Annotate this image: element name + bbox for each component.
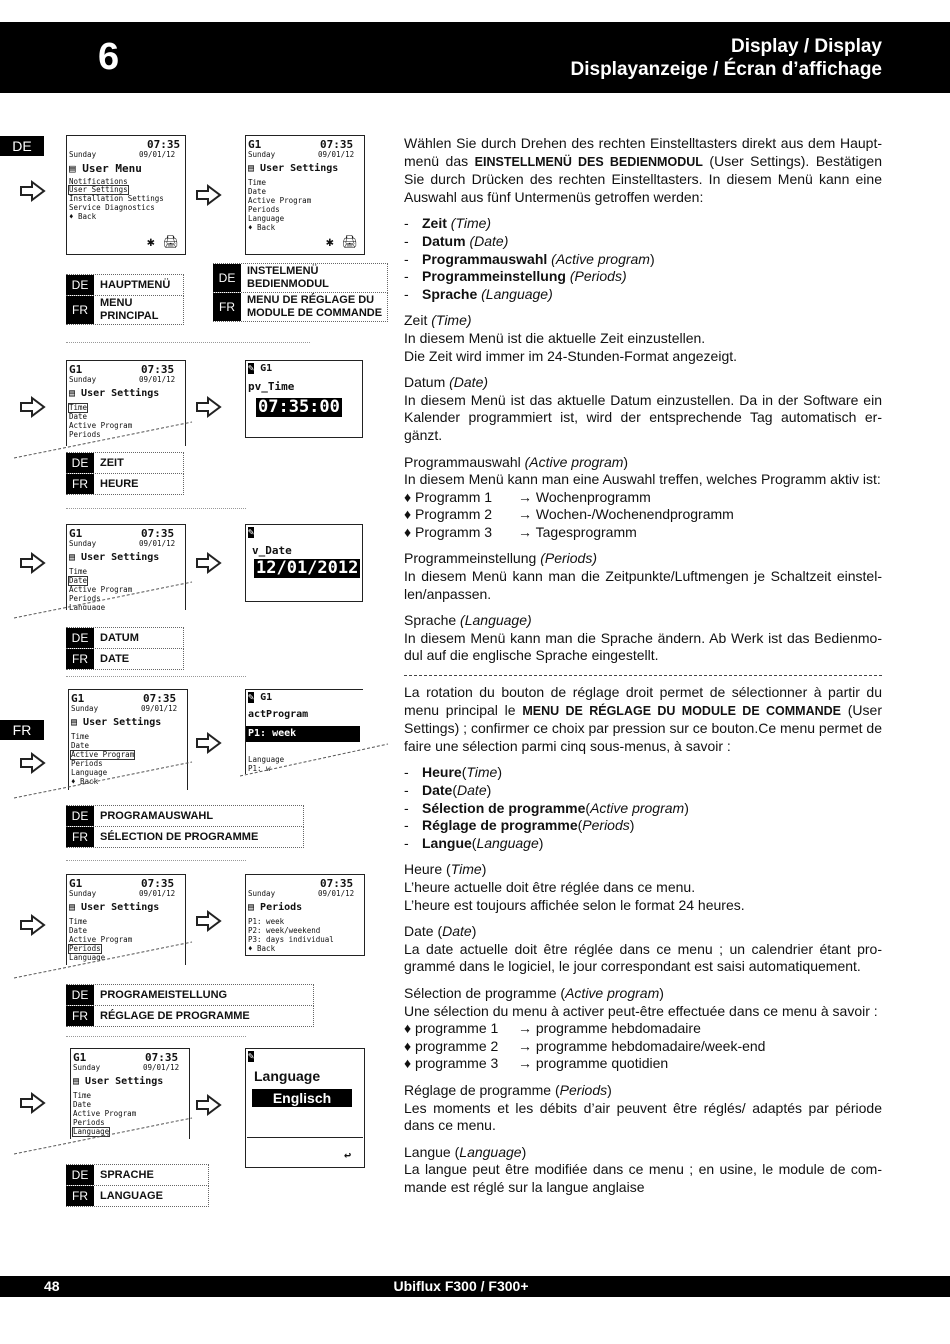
lcd-program-value: P1: week xyxy=(246,726,360,742)
label-code-fr: FR xyxy=(66,474,94,494)
arrow-right-icon xyxy=(196,1094,222,1116)
lcd-date: 09/01/12 xyxy=(143,1063,180,1072)
lcd-item: Time xyxy=(69,567,88,576)
de-intro: Wählen Sie durch Drehen des rechten Einstelltasters direkt aus dem Haupt-menü das EINSTELLMENÜ DES BEDIENMODUL (User Settings). Bestätigen Sie durch Drücken des rechten Einstelltasters. In diesem Menü kann eine Auswahl aus fünf Untermenüs getroffen werden: xyxy=(404,135,883,205)
edit-icon: ✎ xyxy=(248,527,255,538)
lcd-item: Time xyxy=(69,917,88,926)
lcd-item: Language xyxy=(69,603,106,610)
de-sprache-heading: Sprache (Language) xyxy=(404,612,532,629)
page-footer xyxy=(0,1276,950,1297)
de-datum-text: In diesem Menü ist das aktuelle Datum einzustellen. Da in der Software ein Kalender programmiert ist, wird der entsprechende Tag automatisch er-gänzt. xyxy=(404,391,882,443)
divider xyxy=(66,860,246,861)
lcd-item: Date xyxy=(71,741,90,750)
fr-date-heading: Date (Date) xyxy=(404,923,477,940)
lcd-day: Sunday xyxy=(69,150,97,159)
lcd-date: 09/01/12 xyxy=(318,150,355,159)
lcd-item: Periods xyxy=(71,759,103,768)
lcd-time: 07:35 xyxy=(320,138,354,151)
lcd-day: Sunday xyxy=(69,539,97,548)
lcd-date-edit xyxy=(245,524,363,602)
lcd-item: ♦ Back xyxy=(248,223,276,232)
lcd-day: Sunday xyxy=(69,375,97,384)
lcd-time: 07:35 xyxy=(141,877,175,890)
label-de: ZEIT xyxy=(100,456,124,469)
lcd-item: Time xyxy=(73,1091,92,1100)
arrow-right-icon xyxy=(196,732,222,754)
lcd-header: ✎ G1 xyxy=(248,363,273,374)
page-number: 48 xyxy=(44,1278,60,1294)
de-list-item: - Programmauswahl (Active program ) xyxy=(404,250,655,267)
lcd-item-selected: Periods xyxy=(69,944,101,953)
fr-list-item: - Langue ( Language ) xyxy=(404,834,544,851)
de-programmeinstellung-heading: Programmeinstellung (Periods) xyxy=(404,550,597,567)
lcd-item: Active Program xyxy=(73,1109,137,1118)
lcd-item: P3: days individual xyxy=(248,935,334,944)
lcd-field-name: v_Date xyxy=(252,544,292,557)
lcd-item: Time xyxy=(71,732,90,741)
lcd-time: 07:35 xyxy=(141,527,175,540)
lcd-item-selected: Active Program xyxy=(71,750,135,759)
lcd-group: G1 xyxy=(69,877,83,890)
fr-heure-heading: Heure (Time) xyxy=(404,861,487,878)
label-fr: MENU DE RÉGLAGE DU MODULE DE COMMANDE xyxy=(247,294,383,319)
tear-line xyxy=(240,740,390,780)
label-de: PROGRAMEISTELLUNG xyxy=(100,988,228,1001)
arrow-right-icon xyxy=(196,910,222,932)
lcd-item-selected: Language xyxy=(73,1127,110,1136)
fr-selection-text: Une sélection du menu à activer peut-être effectuée dans ce menu à savoir : xyxy=(404,1002,878,1019)
lcd-icons: ✱ 🖨 xyxy=(326,235,359,250)
fr-list-item: - Réglage de programme ( Periods ) xyxy=(404,817,635,834)
lcd-field-name: actProgram xyxy=(248,709,309,720)
chapter-number: 6 xyxy=(98,36,120,78)
lcd-day: Sunday xyxy=(248,150,276,159)
fr-heure-text: L’heure est toujours affichée selon le format 24 heures. xyxy=(404,896,745,913)
lcd-item: Date xyxy=(69,926,88,935)
lcd-item: Active Program xyxy=(69,421,133,430)
lcd-time: 07:35 xyxy=(145,1051,179,1064)
label-code-fr: FR xyxy=(213,293,241,321)
label-programmauswahl xyxy=(66,805,304,848)
footer-title: Ubiflux F300 / F300+ xyxy=(393,1278,529,1294)
label-code-fr: FR xyxy=(66,1186,94,1206)
arrow-right-icon xyxy=(196,396,222,418)
header-title-line2: Displayanzeige / Écran d’affichage xyxy=(570,59,882,80)
lcd-item: Periods xyxy=(73,1118,105,1127)
lcd-item: P1: week xyxy=(248,917,285,926)
lcd-group: G1 xyxy=(71,692,85,705)
fr-date-text: La date actuelle doit être réglée dans ce menu ; un calendrier étant pro-grammé dans le logiciel, le jour correspondant est saisi automatiquement. xyxy=(404,940,882,975)
language-tab-de: DE xyxy=(0,136,44,156)
label-code-de: DE xyxy=(66,1165,94,1185)
text-column xyxy=(404,135,882,1196)
tear-line xyxy=(14,580,194,620)
lcd-title: ▤ User Menu xyxy=(69,162,142,175)
lcd-item: Language xyxy=(71,768,108,777)
language-separator xyxy=(404,675,882,676)
lcd-day: Sunday xyxy=(71,704,99,713)
lcd-time-edit xyxy=(245,360,363,438)
label-fr: MENU PRINCIPAL xyxy=(100,297,159,322)
fr-selection-heading: Sélection de programme (Active program) xyxy=(404,984,664,1001)
de-zeit-text: Die Zeit wird immer im 24-Stunden-Format angezeigt. xyxy=(404,347,738,364)
lcd-title: ▤ User Settings xyxy=(248,163,339,174)
de-sprache-text: In diesem Menü kann man die Sprache ändern. Ab Werk ist das Bedienmo-dul auf die englische Sprache eingestellt. xyxy=(404,629,882,664)
label-code-de: DE xyxy=(66,275,94,295)
lcd-language-title: Language xyxy=(254,1068,321,1084)
lcd-title: ▤ Periods xyxy=(248,902,303,913)
label-zeit xyxy=(66,452,184,495)
lcd-icons: ✱ 🖨 xyxy=(147,235,180,250)
lcd-group: G1 xyxy=(69,527,83,540)
fr-langue-heading: Langue (Language) xyxy=(404,1143,527,1160)
lcd-item: Periods xyxy=(248,205,280,214)
lcd-group: G1 xyxy=(73,1051,87,1064)
label-de: PROGRAMAUSWAHL xyxy=(100,809,214,822)
tear-line xyxy=(14,760,194,800)
lcd-item: Language xyxy=(69,953,106,962)
fr-list-item: - Date ( Date ) xyxy=(404,782,492,798)
label-code-de: DE xyxy=(66,985,94,1005)
fr-heure-text: L’heure actuelle doit être réglée dans ce menu. xyxy=(404,878,696,895)
lcd-item: Installation Settings xyxy=(69,194,164,203)
lcd-item: ♦ Back xyxy=(71,777,99,786)
arrow-right-icon xyxy=(20,180,46,202)
label-code-fr: FR xyxy=(66,827,94,847)
fr-intro: La rotation du bouton de réglage droit permet de sélectionner à partir du menu principal le MENU DE RÉGLAGE DU MODULE DE COMMANDE (User Settings) ; confirmer ce choix par pression sur ce bouton.Ce menu permet de faire une sélection parmi cinq sous-menus, à savoir : xyxy=(404,684,882,754)
lcd-item: P1: w xyxy=(248,764,271,773)
fr-program-item: ♦ programme 3 → programme quotidien xyxy=(404,1055,669,1072)
label-de: DATUM xyxy=(100,631,139,644)
fr-reglage-text: Les moments et les débits d’air peuvent être réglés/ adaptés par période dans ce menu. xyxy=(404,1099,882,1134)
lcd-item: P2: week/weekend xyxy=(248,926,321,935)
back-icon: ↩ xyxy=(344,1148,352,1162)
divider xyxy=(66,508,246,509)
lcd-time: 07:35 xyxy=(141,363,175,376)
lcd-date: 09/01/12 xyxy=(318,889,355,898)
lcd-item: Active Program xyxy=(248,196,312,205)
edit-icon: ✎ xyxy=(248,1051,255,1062)
label-fr: RÉGLAGE DE PROGRAMME xyxy=(100,1009,250,1022)
lcd-divider xyxy=(247,1137,363,1138)
lcd-date: 09/01/12 xyxy=(139,150,176,159)
lcd-item: Date xyxy=(69,412,88,421)
de-list-item: - Zeit (Time) xyxy=(404,215,492,232)
de-datum-heading: Datum (Date) xyxy=(404,374,489,391)
label-de: INSTELMENÜ BEDIENMODUL xyxy=(247,265,329,290)
fr-list-item: - Sélection de programme ( Active program ) xyxy=(404,799,689,816)
label-fr: SÉLECTION DE PROGRAMME xyxy=(100,830,259,843)
label-datum xyxy=(66,627,184,670)
label-code-de: DE xyxy=(66,453,94,473)
label-fr: DATE xyxy=(100,652,130,665)
label-code-fr: FR xyxy=(66,296,94,324)
lcd-user-settings xyxy=(245,135,365,255)
divider xyxy=(66,342,310,343)
de-program-item: ♦ Programm 2 → Wochen-/Wochenendprogramm xyxy=(404,506,734,523)
divider xyxy=(66,676,246,677)
label-de: HAUPTMENÜ xyxy=(100,278,171,291)
tear-line xyxy=(14,940,194,980)
label-fr: HEURE xyxy=(100,477,139,490)
de-program-item: ♦ Programm 3 → Tagesprogramm xyxy=(404,523,637,540)
de-program-item: ♦ Programm 1 → Wochenprogramm xyxy=(404,488,651,505)
lcd-day: Sunday xyxy=(69,889,97,898)
lcd-date: 09/01/12 xyxy=(139,375,176,384)
lcd-item: Active Program xyxy=(69,935,133,944)
lcd-item: Periods xyxy=(69,430,101,439)
arrow-right-icon xyxy=(20,1092,46,1114)
page-header xyxy=(0,22,950,93)
de-zeit-text: In diesem Menü ist die aktuelle Zeit einzustellen. xyxy=(404,329,706,346)
lcd-main-menu xyxy=(66,135,186,255)
lcd-date-value: 12/01/2012 xyxy=(256,558,359,578)
lcd-item-selected: Date xyxy=(69,576,88,585)
label-code-fr: FR xyxy=(66,649,94,669)
lcd-title: ▤ User Settings xyxy=(73,1076,164,1087)
lcd-item-selected: User Settings xyxy=(69,185,128,194)
lcd-day: Sunday xyxy=(73,1063,101,1072)
lcd-item: Date xyxy=(73,1100,92,1109)
label-de: SPRACHE xyxy=(100,1168,154,1181)
arrow-right-icon xyxy=(20,552,46,574)
lcd-time: 07:35 xyxy=(320,877,354,890)
lcd-group: G1 xyxy=(69,363,83,376)
fr-langue-text: La langue peut être modifiée dans ce menu ; en usine, le module de com-mande est réglé sur la langue anglaise xyxy=(404,1161,882,1195)
lcd-item: Active Program xyxy=(69,585,133,594)
lcd-language xyxy=(245,1048,365,1168)
de-programmauswahl-heading: Programmauswahl (Active program) xyxy=(404,453,629,470)
arrow-right-icon xyxy=(196,184,222,206)
fr-program-item: ♦ programme 2 → programme hebdomadaire/week-end xyxy=(404,1037,766,1054)
lcd-date: 09/01/12 xyxy=(139,889,176,898)
fr-reglage-heading: Réglage de programme (Periods) xyxy=(404,1081,612,1098)
lcd-time-value: 07:35:00 xyxy=(258,397,340,417)
fr-list-item: - Heure ( Time ) xyxy=(404,764,503,781)
lcd-item: Service Diagnostics xyxy=(69,203,155,212)
de-programmeinstellung-text: In diesem Menü kann man die Zeitpunkte/Luftmengen je Schaltzeit einstel-len/anpassen. xyxy=(404,568,882,602)
lcd-header: ✎ G1 xyxy=(248,692,273,703)
lcd-title: ▤ User Settings xyxy=(69,388,160,399)
lcd-item: Time xyxy=(248,178,267,187)
de-zeit-heading: Zeit (Time) xyxy=(404,312,472,329)
lcd-field-name: pv_Time xyxy=(248,380,295,393)
label-code-de: DE xyxy=(66,628,94,648)
arrow-right-icon xyxy=(20,396,46,418)
de-list-item: - Sprache (Language) xyxy=(404,285,553,302)
lcd-time: 07:35 xyxy=(143,692,177,705)
arrow-right-icon xyxy=(196,552,222,574)
arrow-right-icon xyxy=(20,914,46,936)
tear-line xyxy=(14,1116,194,1156)
de-list-item: - Programmeinstellung (Periods) xyxy=(404,268,627,285)
lcd-group: G1 xyxy=(248,138,262,151)
lcd-title: ▤ User Settings xyxy=(71,717,162,728)
fr-program-item: ♦ programme 1 → programme hebdomadaire xyxy=(404,1020,701,1037)
label-sprache xyxy=(66,1164,209,1207)
lcd-item: ♦ Back xyxy=(69,212,97,221)
lcd-date: 09/01/12 xyxy=(141,704,178,713)
lcd-time: 07:35 xyxy=(147,138,181,151)
label-fr: LANGUAGE xyxy=(100,1189,163,1202)
label-code-fr: FR xyxy=(66,1006,94,1026)
label-code-de: DE xyxy=(66,806,94,826)
lcd-item-selected: Time xyxy=(69,403,88,412)
lcd-item: Language xyxy=(248,755,285,764)
lcd-item: Language xyxy=(248,214,285,223)
de-programmauswahl-text: In diesem Menü kann man eine Auswahl treffen, welches Programm aktiv ist: xyxy=(404,471,881,488)
lcd-title: ▤ User Settings xyxy=(69,552,160,563)
lcd-item: ♦ Back xyxy=(248,944,276,953)
de-list-item: - Datum (Date) xyxy=(404,232,509,249)
lcd-date: 09/01/12 xyxy=(139,539,176,548)
divider xyxy=(66,1036,246,1037)
lcd-language-value: Englisch xyxy=(252,1089,352,1107)
lcd-item: Date xyxy=(248,187,267,196)
label-code-de: DE xyxy=(213,264,241,292)
lcd-day: Sunday xyxy=(248,889,276,898)
label-programeistellung xyxy=(66,984,314,1027)
lcd-title: ▤ User Settings xyxy=(69,902,160,913)
label-instelmenu xyxy=(213,263,388,322)
lcd-item: Notifications xyxy=(69,177,128,186)
lcd-item: Periods xyxy=(69,594,101,603)
lcd-periods xyxy=(245,874,365,956)
header-title-line1: Display / Display xyxy=(730,36,882,57)
language-tab-fr: FR xyxy=(0,720,44,740)
label-hauptmenu xyxy=(66,274,184,325)
